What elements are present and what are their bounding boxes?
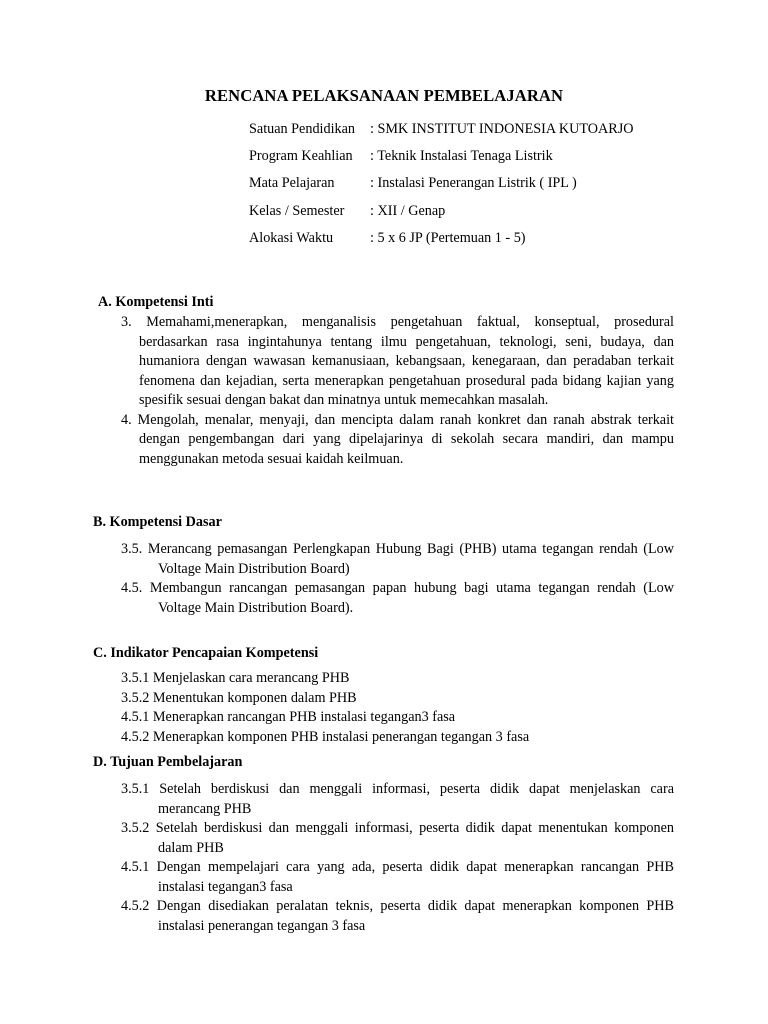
list-item: 3.5.2 Setelah berdiskusi dan menggali informasi, peserta didik dapat menentukan komponen dalam PHB bbox=[121, 820, 674, 856]
identity-value: : 5 x 6 JP (Pertemuan 1 - 5) bbox=[370, 229, 526, 246]
identity-value: : XII / Genap bbox=[370, 202, 446, 219]
section-heading-kompetensi-dasar: B. Kompetensi Dasar bbox=[93, 514, 222, 530]
identity-value: : SMK INSTITUT INDONESIA KUTOARJO bbox=[370, 121, 634, 137]
identity-row bbox=[249, 229, 634, 256]
list-item: 3.5.1 Menjelaskan cara merancang PHB bbox=[121, 670, 350, 686]
list-item: 3.5.2 Menentukan komponen dalam PHB bbox=[121, 689, 357, 706]
section-heading-kompetensi-inti: A. Kompetensi Inti bbox=[98, 294, 214, 310]
kompetensi-dasar-list bbox=[121, 540, 674, 618]
identity-row bbox=[249, 174, 634, 201]
list-item: 4.5.1 Dengan mempelajari cara yang ada, peserta didik dapat menerapkan rancangan PHB instalasi tegangan3 fasa bbox=[121, 859, 674, 895]
identity-label: Alokasi Waktu bbox=[249, 229, 334, 246]
list-item: 3.5. Merancang pemasangan Perlengkapan Hubung Bagi (PHB) utama tegangan rendah (Low Voltage Main Distribution Board) bbox=[121, 541, 674, 577]
list-item: 4.5. Membangun rancangan pemasangan papan hubung bagi utama tegangan rendah (Low Voltage Main Distribution Board). bbox=[121, 580, 674, 616]
identity-row bbox=[249, 120, 634, 147]
kompetensi-inti-list bbox=[121, 313, 674, 469]
list-item: 4. Mengolah, menalar, menyaji, dan mencipta dalam ranah konkret dan ranah abstrak terkait dengan pengembangan dari yang dipelajarinya di sekolah secara mandiri, dan mampu menggunakan metoda sesuai kaidah keilmuan. bbox=[121, 411, 674, 467]
identity-label: Mata Pelajaran bbox=[249, 175, 335, 192]
tujuan-list bbox=[121, 780, 674, 936]
list-item: 3.5.1 Setelah berdiskusi dan menggali informasi, peserta didik dapat menjelaskan cara merancang PHB bbox=[121, 781, 674, 817]
identity-label: Kelas / Semester bbox=[249, 202, 345, 219]
section-heading-tujuan: D. Tujuan Pembelajaran bbox=[93, 754, 243, 770]
identity-row bbox=[249, 202, 634, 229]
list-item: 3. Memahami,menerapkan, menganalisis pengetahuan faktual, konseptual, prosedural berdasarkan rasa ingintahunya tentang ilmu pengetahuan, teknologi, seni, budaya, dan humaniora dengan wawasan kemanusiaan, kebangsaan, kenegaraan, dan peradaban terkait fenomena dan kejadian, serta menerapkan pengetahuan prosedural pada bidang kajian yang spesifik sesuai dengan bakat dan minatnya untuk memecahkan masalah. bbox=[121, 314, 674, 408]
identity-table bbox=[249, 120, 634, 256]
indikator-list bbox=[121, 669, 674, 747]
identity-value: : Teknik Instalasi Tenaga Listrik bbox=[370, 148, 553, 165]
list-item: 4.5.2 Menerapkan komponen PHB instalasi penerangan tegangan 3 fasa bbox=[121, 728, 530, 745]
list-item: 4.5.1 Menerapkan rancangan PHB instalasi tegangan3 fasa bbox=[121, 709, 456, 725]
section-heading-indikator: C. Indikator Pencapaian Kompetensi bbox=[93, 645, 319, 661]
identity-label: Satuan Pendidikan bbox=[249, 121, 355, 137]
list-item: 4.5.2 Dengan disediakan peralatan teknis, peserta didik dapat menerapkan komponen PHB instalasi penerangan tegangan 3 fasa bbox=[121, 898, 674, 934]
identity-label: Program Keahlian bbox=[249, 148, 353, 165]
document-title: RENCANA PELAKSANAAN PEMBELAJARAN bbox=[204, 86, 564, 105]
identity-row bbox=[249, 147, 634, 174]
identity-value: : Instalasi Penerangan Listrik ( IPL ) bbox=[370, 175, 577, 192]
